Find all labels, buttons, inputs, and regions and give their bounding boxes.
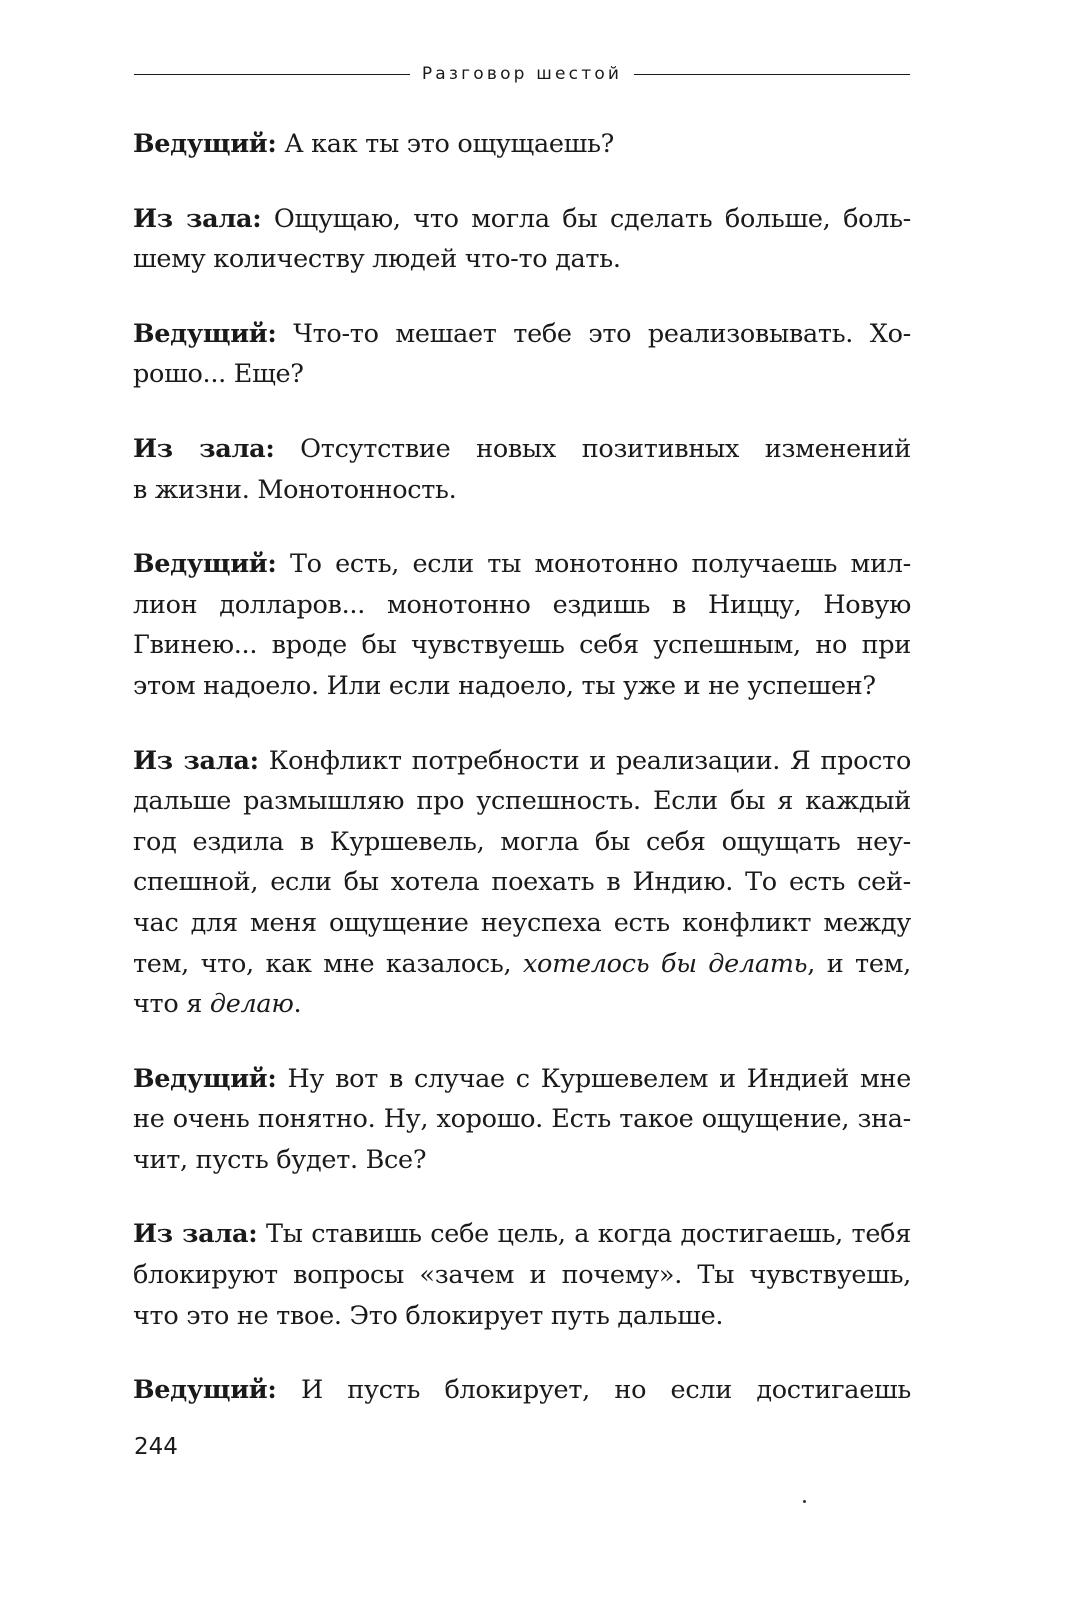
line-text: тем, что, как мне казалось, bbox=[133, 948, 523, 979]
dialogue-paragraph bbox=[133, 1214, 911, 1336]
text-line bbox=[133, 199, 911, 240]
running-head-title: Разговор шестой bbox=[421, 64, 623, 84]
dialogue-paragraph bbox=[133, 1370, 911, 1411]
running-head-rule-right bbox=[634, 74, 910, 75]
text-line: дальше размышляю про успешность. Если бы я каждый bbox=[133, 786, 911, 817]
text-line: спешной, если бы хотела поехать в Индию. То есть сей- bbox=[133, 867, 911, 898]
text-line: что это не твое. Это блокирует путь дальше. bbox=[133, 1300, 724, 1331]
speaker-label: Ведущий: bbox=[133, 129, 277, 159]
text-line bbox=[133, 314, 911, 355]
text-line: час для меня ощущение неуспеха есть конфликт между bbox=[133, 907, 911, 938]
line-text: Ты ставишь себе цель, а когда достигаешь, тебя bbox=[257, 1219, 911, 1250]
text-line bbox=[133, 1370, 911, 1411]
line-text: То есть, если ты монотонно получаешь мил- bbox=[276, 549, 911, 580]
text-line: рошо... Еще? bbox=[133, 359, 304, 390]
text-line bbox=[133, 429, 911, 470]
line-text: . bbox=[293, 989, 302, 1020]
line-text: И пусть блокирует, но если достигаешь bbox=[276, 1375, 911, 1406]
text-line bbox=[133, 984, 911, 1025]
text-line bbox=[133, 741, 911, 782]
line-text: Ощущаю, что могла бы сделать больше, боль- bbox=[261, 203, 911, 234]
dialogue-paragraph bbox=[133, 124, 911, 165]
dialogue-paragraph bbox=[133, 741, 911, 1025]
speaker-label: Из зала: bbox=[133, 1219, 258, 1250]
text-line bbox=[133, 944, 911, 985]
text-line: лион долларов... монотонно ездишь в Ниццу, Новую bbox=[133, 589, 911, 620]
speaker-label: Из зала: bbox=[133, 203, 262, 234]
italic-emphasis: делаю bbox=[209, 989, 294, 1020]
text-line: Гвинею... вроде бы чувствуешь себя успешным, но при bbox=[133, 630, 911, 661]
page-number: 244 bbox=[134, 1434, 178, 1460]
line-text: , и тем, bbox=[807, 948, 911, 979]
speaker-label: Ведущий: bbox=[133, 1375, 277, 1406]
text-line bbox=[133, 124, 911, 165]
speaker-label: Ведущий: bbox=[133, 1063, 277, 1094]
scan-speck bbox=[803, 1500, 806, 1503]
text-line: не очень понятно. Ну, хорошо. Есть такое ощущение, зна- bbox=[133, 1104, 911, 1135]
text-line bbox=[133, 1214, 911, 1255]
dialogue-paragraph bbox=[133, 314, 911, 395]
line-text: что я bbox=[133, 989, 210, 1020]
dialogue-paragraph bbox=[133, 544, 911, 706]
line-text: А как ты это ощущаешь? bbox=[276, 129, 615, 159]
line-text: Конфликт потребности и реализации. Я просто bbox=[258, 745, 911, 776]
running-head bbox=[134, 62, 910, 86]
speaker-label: Из зала: bbox=[133, 433, 275, 464]
dialogue-text bbox=[133, 124, 911, 1445]
dialogue-paragraph bbox=[133, 199, 911, 280]
text-line: год ездила в Куршевель, могла бы себя ощущать неу- bbox=[133, 826, 911, 857]
speaker-label: Ведущий: bbox=[133, 318, 277, 349]
text-line: чит, пусть будет. Все? bbox=[133, 1144, 427, 1175]
text-line: в жизни. Монотонность. bbox=[133, 474, 457, 505]
dialogue-paragraph bbox=[133, 1059, 911, 1181]
speaker-label: Ведущий: bbox=[133, 549, 277, 580]
text-line: шему количеству людей что-то дать. bbox=[133, 244, 621, 275]
dialogue-paragraph bbox=[133, 429, 911, 510]
text-line bbox=[133, 544, 911, 585]
line-text: Отсутствие новых позитивных изменений bbox=[274, 433, 911, 464]
speaker-label: Из зала: bbox=[133, 745, 259, 776]
running-head-rule-left bbox=[134, 74, 410, 75]
text-line: этом надоело. Или если надоело, ты уже и не успешен? bbox=[133, 670, 876, 701]
text-line: блокируют вопросы «зачем и почему». Ты чувствуешь, bbox=[133, 1260, 911, 1291]
italic-emphasis: хотелось бы делать bbox=[522, 948, 808, 979]
line-text: Ну вот в случае с Куршевелем и Индией мне bbox=[276, 1063, 911, 1094]
line-text: Что-то мешает тебе это реализовывать. Хо- bbox=[276, 318, 911, 349]
text-line bbox=[133, 1059, 911, 1100]
